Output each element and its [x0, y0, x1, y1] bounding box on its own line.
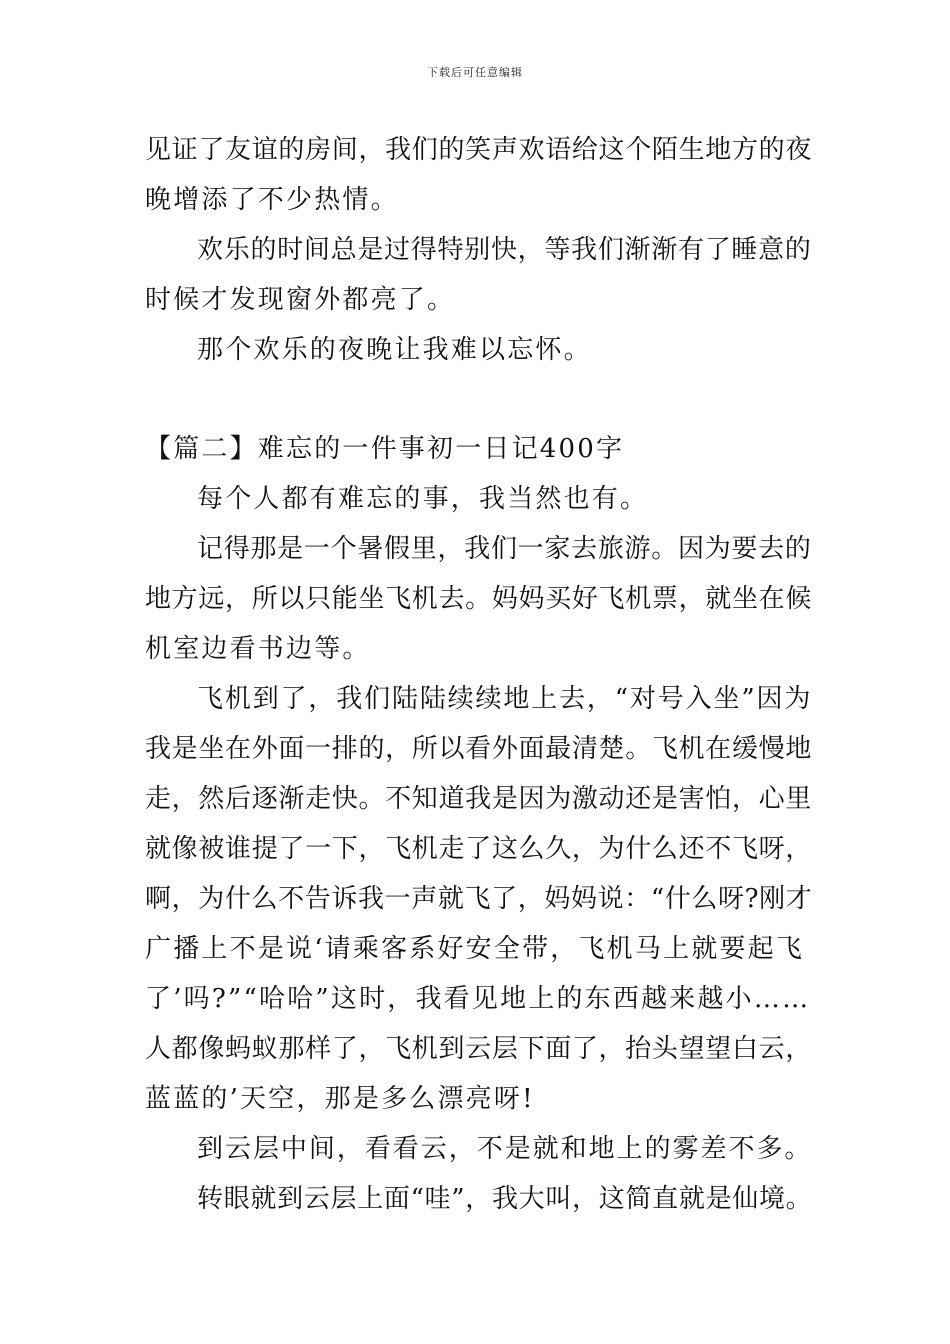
page-header: 下载后可任意编辑: [427, 66, 523, 79]
paragraph-line: 走，然后逐渐走快。不知道我是因为激动还是害怕，心里: [145, 784, 813, 814]
paragraph-line: 那个欢乐的夜晚让我难以忘怀。: [197, 335, 592, 365]
paragraph-line: 人都像蚂蚁那样了，飞机到云层下面了，抬头望望白云，: [145, 1034, 813, 1064]
paragraph-line: 记得那是一个暑假里，我们一家去旅游。因为要去的: [197, 534, 812, 564]
paragraph-line: 晚增添了不少热情。: [145, 185, 399, 215]
paragraph-line: 啊，为什么不告诉我一声就飞了，妈妈说：“什么呀?刚才: [145, 884, 813, 914]
paragraph-line: 每个人都有难忘的事，我当然也有。: [197, 484, 649, 514]
paragraph-line: 地方远，所以只能坐飞机去。妈妈买好飞机票，就坐在候: [145, 584, 813, 614]
paragraph-line: 我是坐在外面一排的，所以看外面最清楚。飞机在缓慢地: [145, 734, 813, 764]
paragraph-line: 见证了友谊的房间，我们的笑声欢语给这个陌生地方的夜: [145, 135, 813, 165]
paragraph-line: 飞机到了，我们陆陆续续地上去，“对号入坐”因为: [197, 684, 813, 714]
paragraph-line: 广播上不是说‘请乘客系好安全带，飞机马上就要起飞: [145, 934, 805, 964]
section-heading: 【篇二】难忘的一件事初一日记400字: [145, 434, 625, 464]
paragraph-line: 就像被谁提了一下，飞机走了这么久，为什么还不飞呀，: [145, 834, 813, 864]
paragraph-line: 了’吗?”“哈哈”这时，我看见地上的东西越来越小……: [145, 984, 811, 1014]
paragraph-line: 转眼就到云层上面“哇”，我大叫，这简直就是仙境。: [197, 1184, 813, 1214]
paragraph-line: 到云层中间，看看云，不是就和地上的雾差不多。: [197, 1134, 813, 1164]
paragraph-line: 时候才发现窗外都亮了。: [145, 285, 456, 315]
paragraph-line: 机室边看书边等。: [145, 634, 371, 664]
paragraph-line: 蓝蓝的’天空，那是多么漂亮呀!: [145, 1084, 535, 1114]
paragraph-line: 欢乐的时间总是过得特别快，等我们渐渐有了睡意的: [197, 235, 812, 265]
